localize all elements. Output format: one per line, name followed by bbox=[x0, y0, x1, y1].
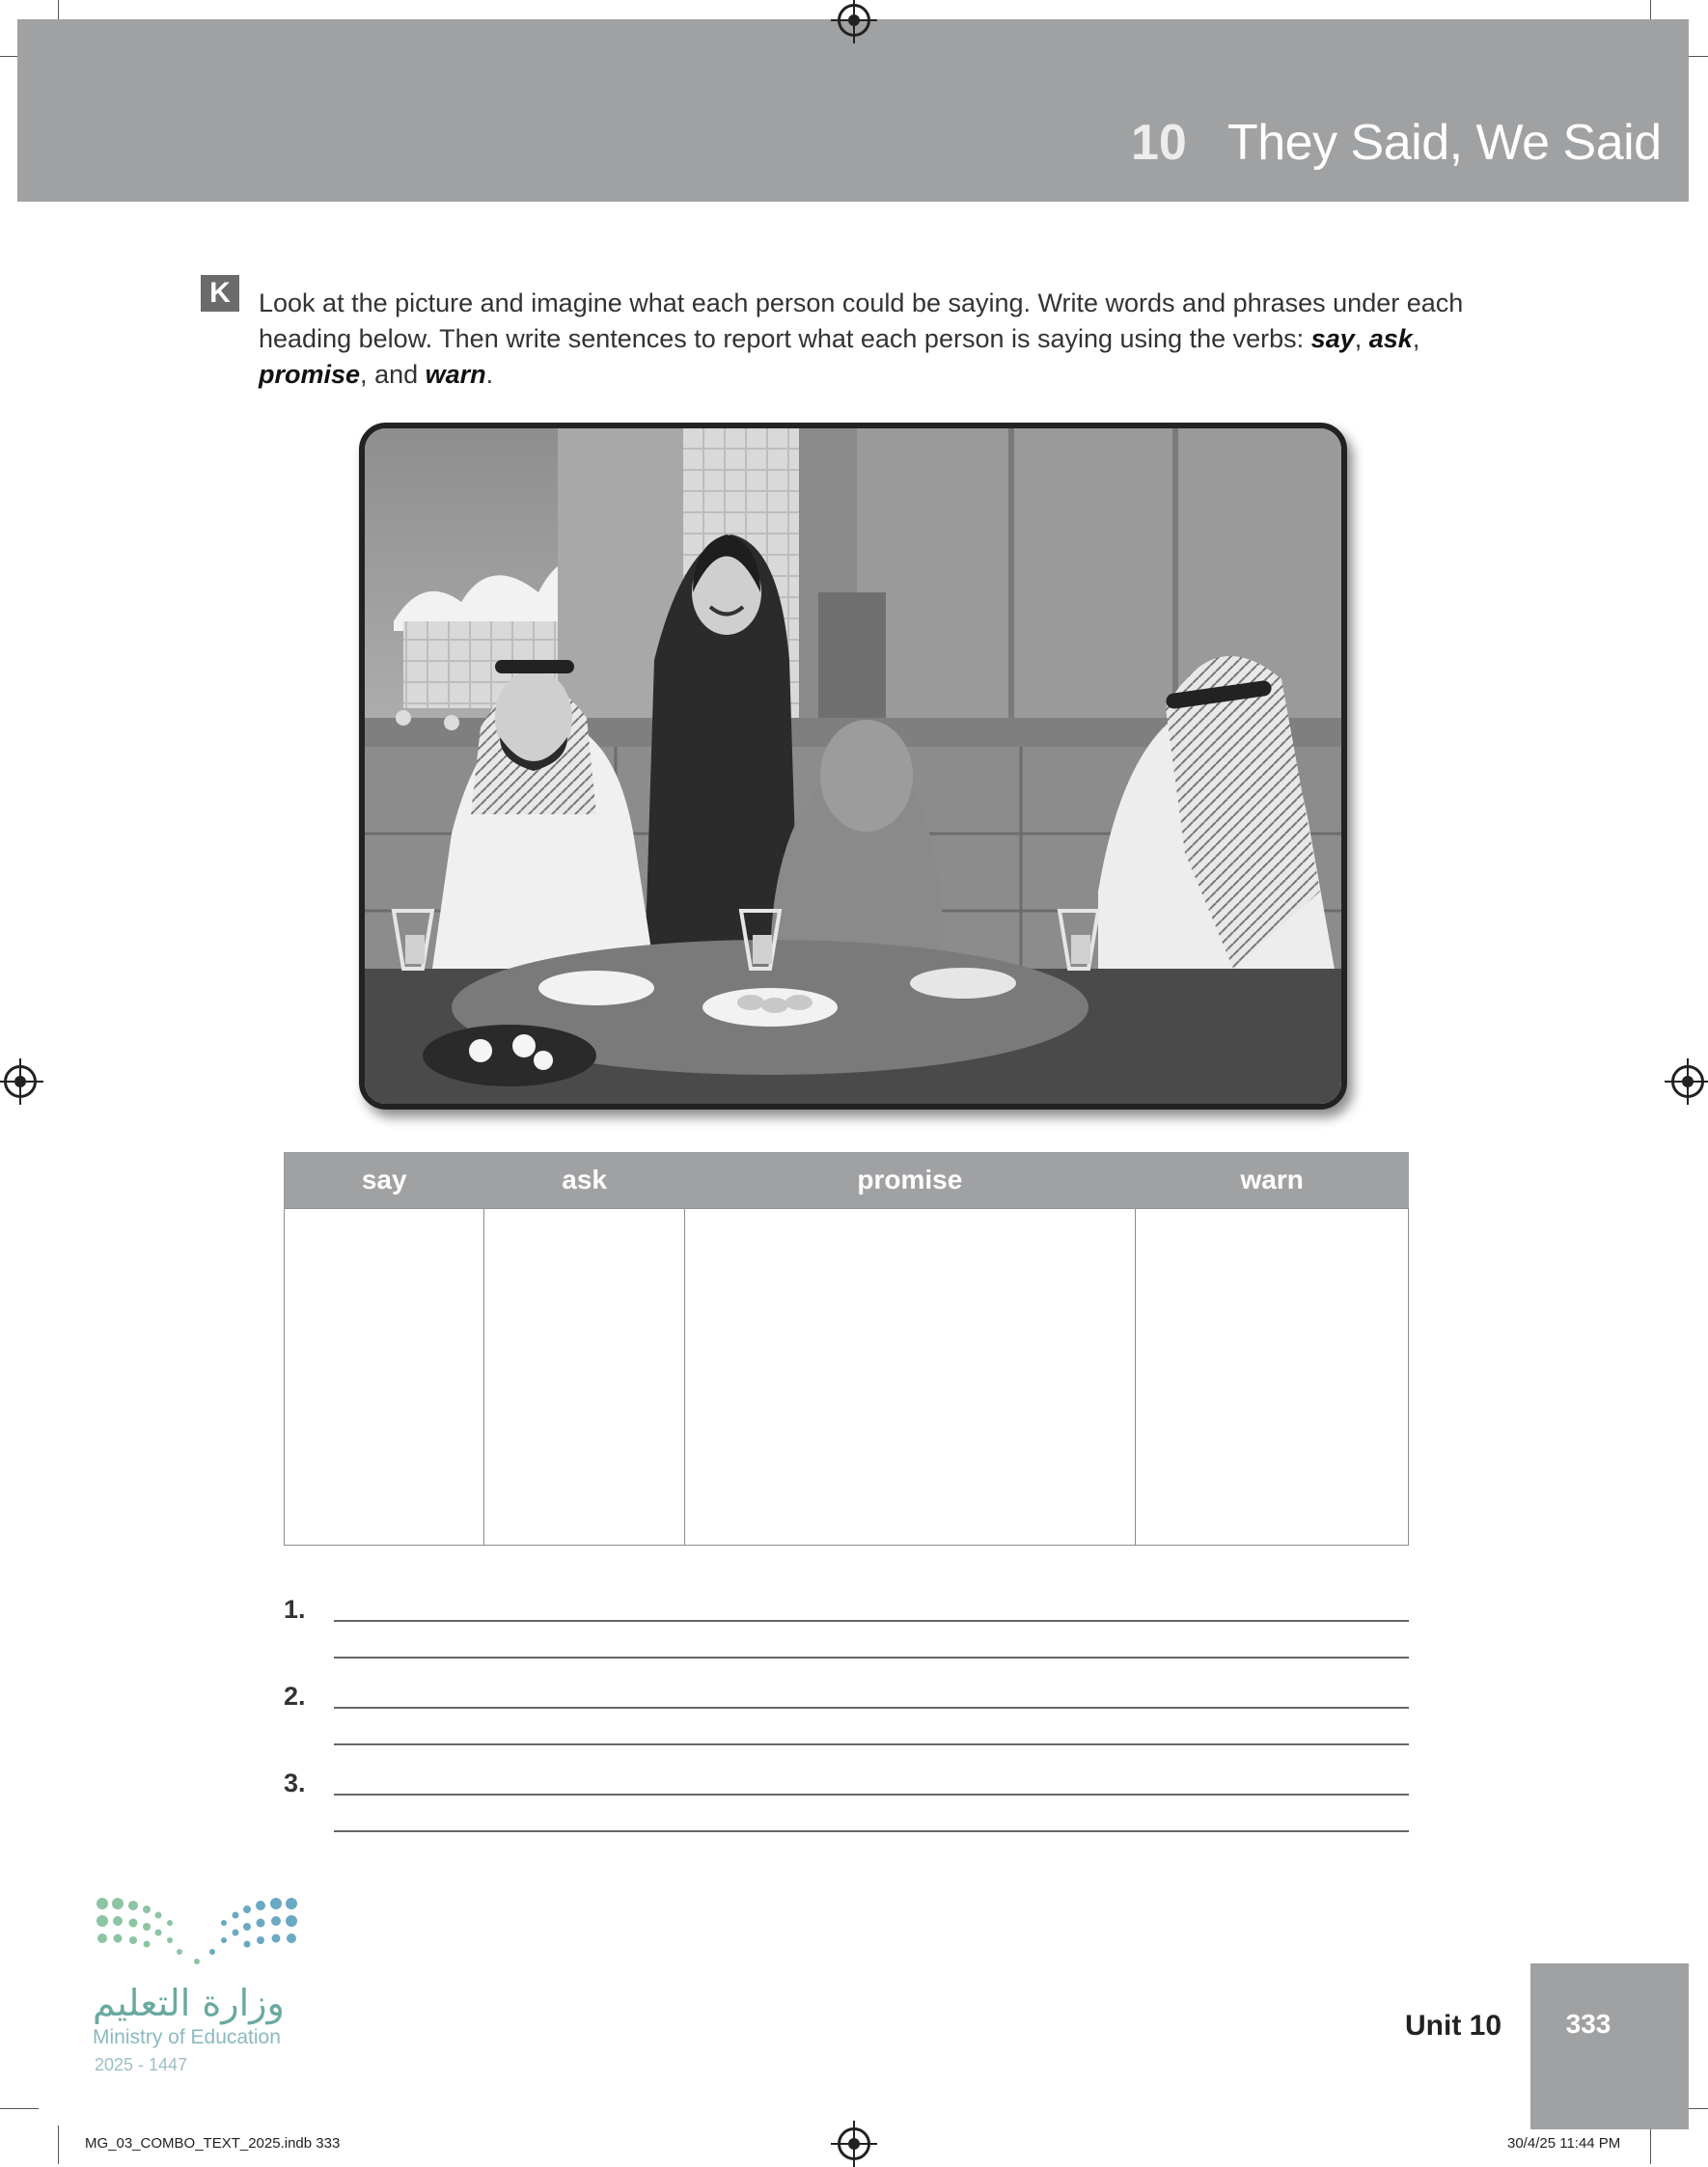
answer-number: 1. bbox=[284, 1595, 306, 1624]
exercise-badge: K bbox=[201, 275, 239, 312]
write-line[interactable] bbox=[334, 1707, 1409, 1709]
ministry-logo-icon bbox=[93, 1894, 315, 1971]
crop-mark bbox=[58, 2126, 59, 2164]
ministry-name-english: Ministry of Education bbox=[93, 2026, 281, 2048]
page-number: 333 bbox=[1565, 2009, 1612, 2039]
table-cell-say[interactable] bbox=[285, 1209, 484, 1546]
footer-unit-label: Unit 10 bbox=[1405, 2010, 1502, 2042]
verb-promise: promise bbox=[259, 360, 361, 389]
crop-mark bbox=[1650, 2126, 1651, 2164]
print-slug-date: 30/4/25 11:44 PM bbox=[1507, 2135, 1621, 2152]
registration-mark-icon bbox=[838, 2127, 870, 2160]
dinner-scene-illustration bbox=[359, 423, 1347, 1110]
registration-mark-icon bbox=[1671, 1065, 1704, 1098]
exercise-instructions: Look at the picture and imagine what each person could be saying. Write words and phrases under each heading below. Then write sentences to report what each person is saying using the verbs: say, ask, promise, and warn. bbox=[259, 288, 1464, 389]
verb-warn: warn bbox=[425, 360, 486, 389]
print-slug-file: MG_03_COMBO_TEXT_2025.indb 333 bbox=[85, 2135, 341, 2152]
registration-mark-icon bbox=[838, 4, 870, 37]
header-band bbox=[17, 19, 1689, 202]
answer-number: 3. bbox=[284, 1769, 306, 1797]
write-line[interactable] bbox=[334, 1830, 1409, 1832]
table-header-ask: ask bbox=[484, 1152, 684, 1209]
unit-number: 10 bbox=[1131, 115, 1187, 171]
table-cell-ask[interactable] bbox=[484, 1209, 684, 1546]
unit-title: They Said, We Said bbox=[1227, 115, 1662, 171]
verb-table bbox=[284, 1152, 1409, 1546]
write-line[interactable] bbox=[334, 1620, 1409, 1622]
table-cell-warn[interactable] bbox=[1135, 1209, 1408, 1546]
verb-say: say bbox=[1310, 324, 1355, 353]
write-line[interactable] bbox=[334, 1743, 1409, 1745]
verb-ask: ask bbox=[1368, 324, 1413, 353]
write-line[interactable] bbox=[334, 1794, 1409, 1796]
table-cell-promise[interactable] bbox=[684, 1209, 1135, 1546]
write-line[interactable] bbox=[334, 1657, 1409, 1659]
table-header-promise: promise bbox=[684, 1152, 1135, 1209]
registration-mark-icon bbox=[4, 1065, 37, 1098]
page-tab bbox=[1530, 1963, 1689, 2129]
instruction-connector: and bbox=[374, 360, 419, 389]
ministry-year: 2025 - 1447 bbox=[95, 2055, 188, 2074]
table-header-warn: warn bbox=[1135, 1152, 1408, 1209]
instruction-text: Look at the picture and imagine what each person could be saying. Write words and phrases under each heading below. Then write sentences to report what each person is saying using the verbs: bbox=[259, 288, 1464, 353]
table-header-say: say bbox=[285, 1152, 484, 1209]
ministry-name-arabic: وزارة التعليم bbox=[93, 1982, 285, 2024]
crop-mark bbox=[0, 2108, 39, 2109]
answer-number: 2. bbox=[284, 1682, 306, 1711]
